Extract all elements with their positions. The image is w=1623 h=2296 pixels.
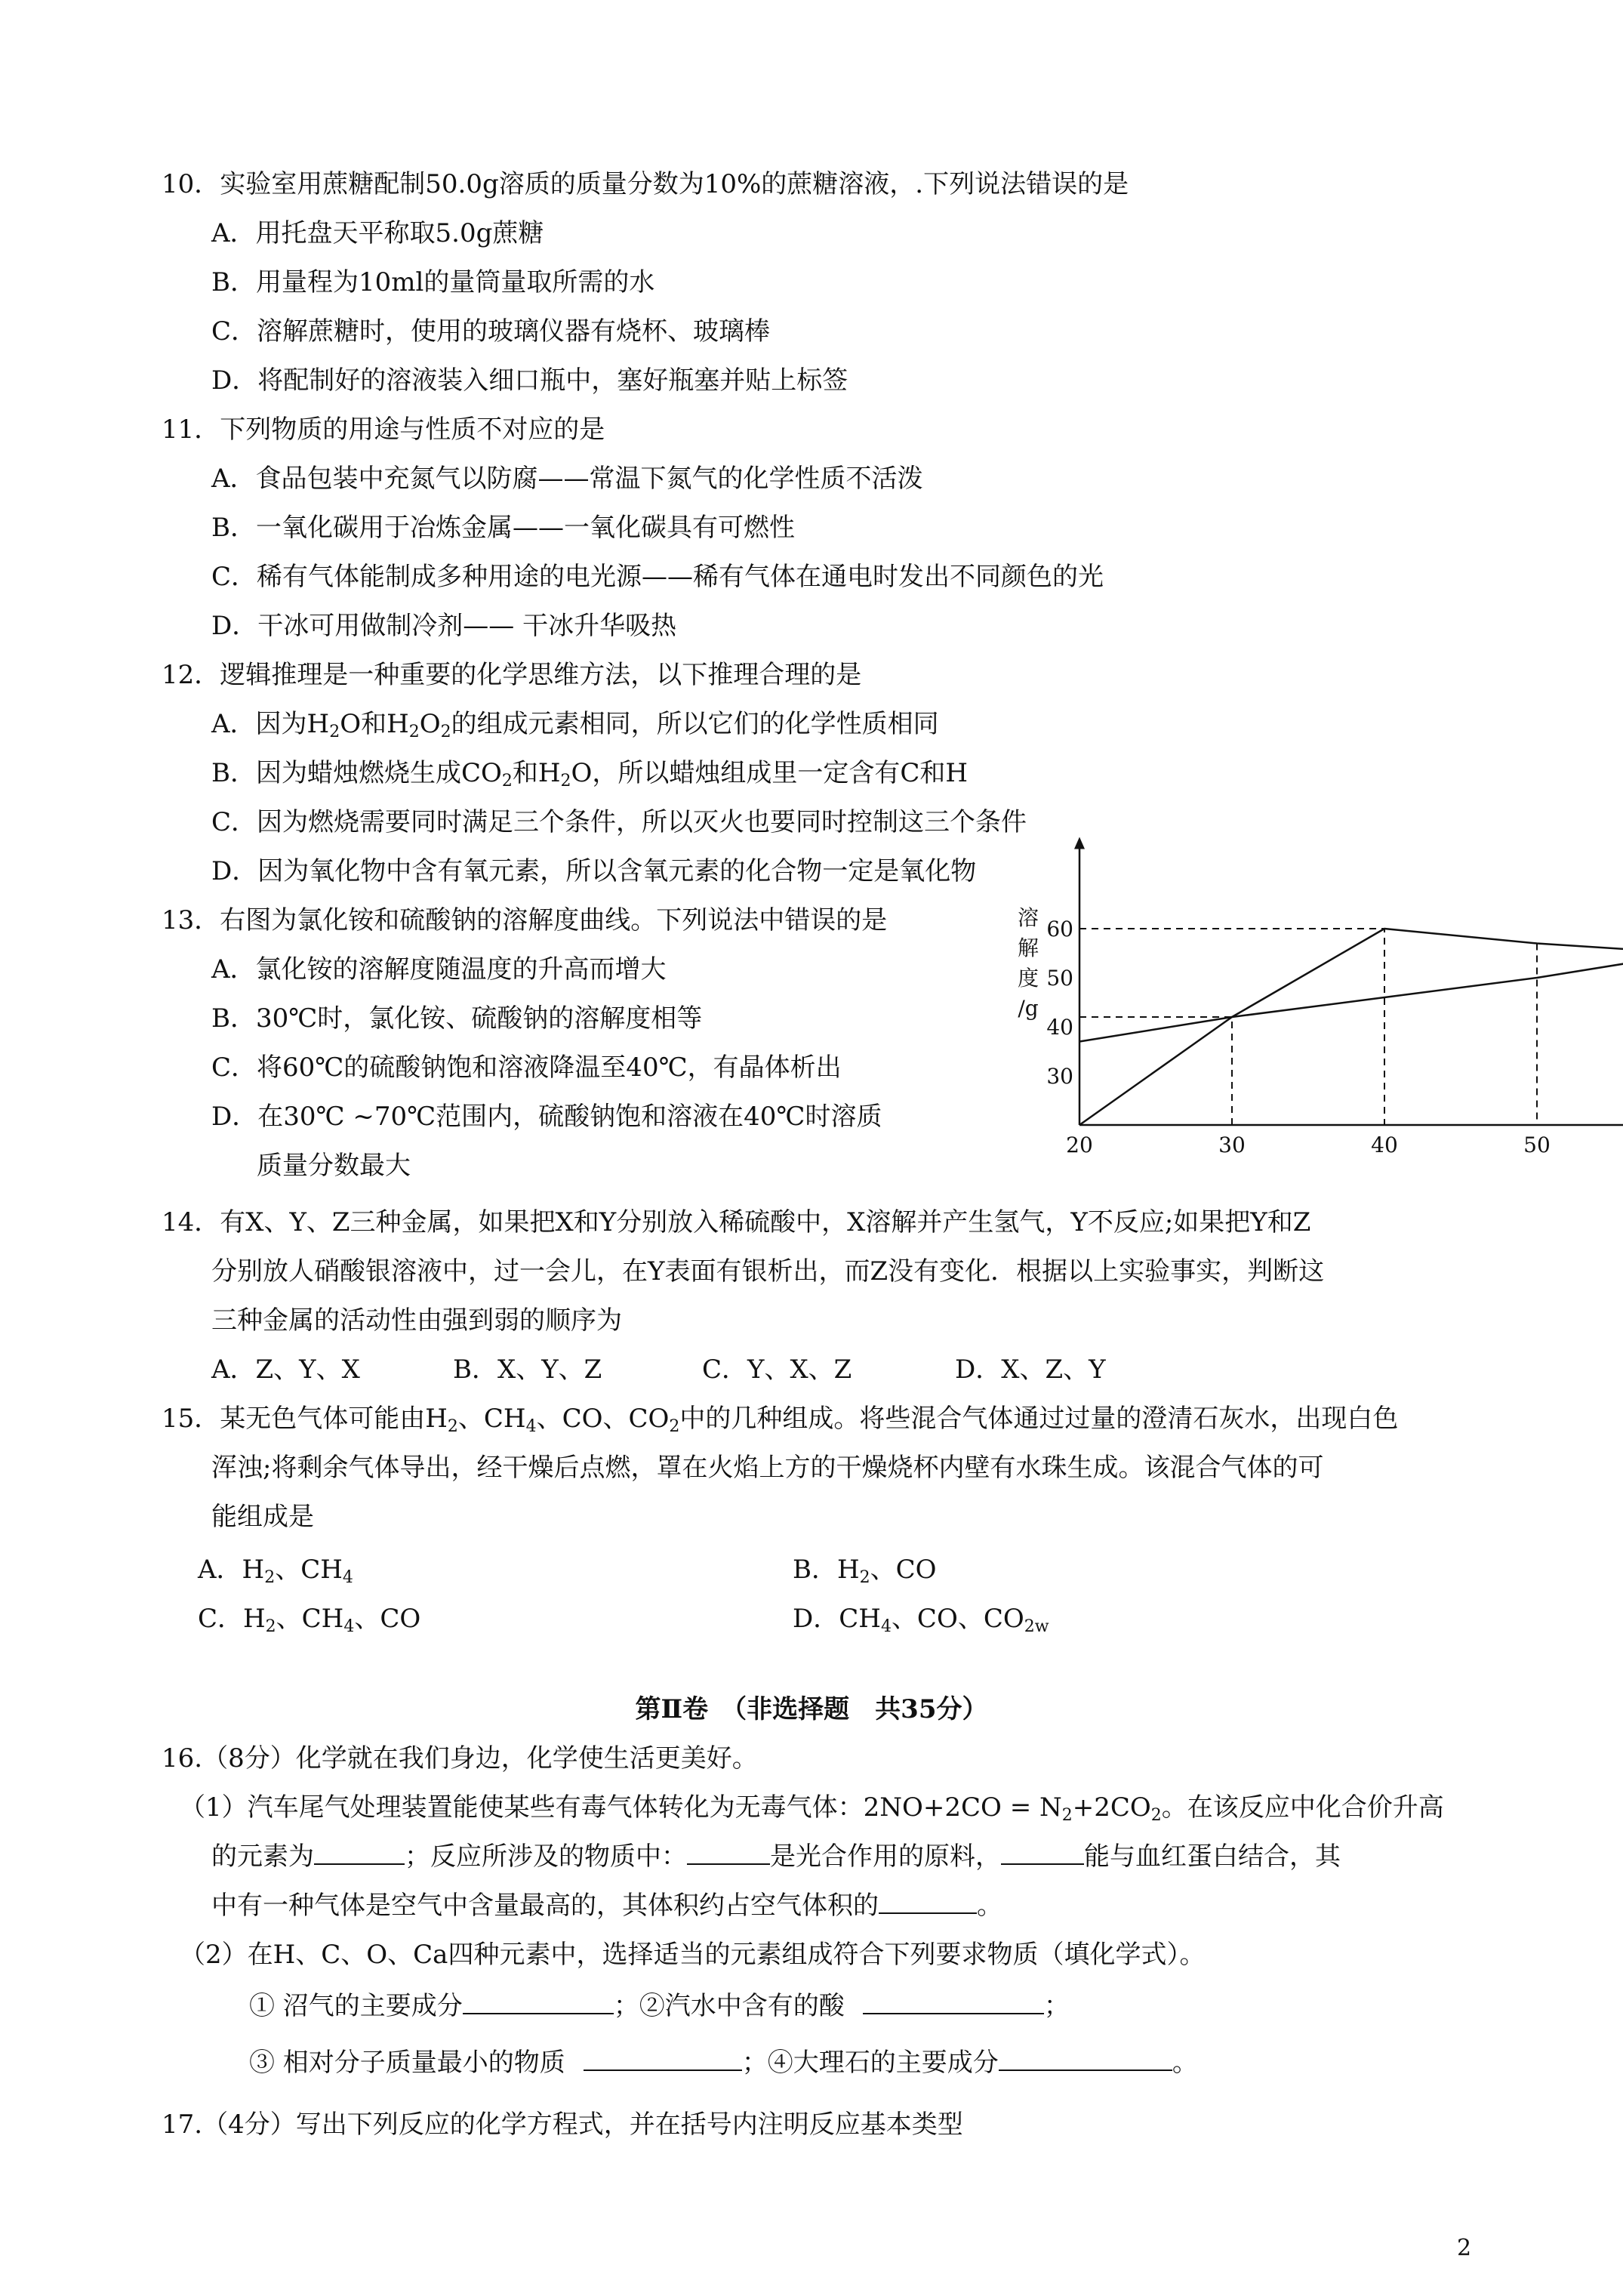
y-axis-arrow [1074, 837, 1085, 849]
q14-line-3: 三种金属的活动性由强到弱的顺序为 [211, 1305, 622, 1336]
q15-line-1: 15．某无色气体可能由$H_2$、$CH_4$、CO、$CO_2$中的几种组成。将些混合气体通过过量的澄清石灰水，出现白色 [162, 1404, 1399, 1436]
q15-option-a: A．$H_2$、$CH_4$ [198, 1555, 353, 1587]
q11-option-a: A．食品包装中充氮气以防腐——常温下氮气的化学性质不活泼 [211, 464, 923, 494]
q10-option-c: C．溶解蔗糖时，使用的玻璃仪器有烧杯、玻璃棒 [211, 316, 771, 347]
section-2-title: 第Ⅱ卷 （非选择题 共35分） [635, 1694, 988, 1724]
y-axis-label: 溶 [1017, 905, 1039, 930]
q17-stem: 17.（4分）写出下列反应的化学方程式，并在括号内注明反应基本类型 [162, 2110, 963, 2140]
y-tick-label: 40 [1046, 1015, 1073, 1040]
q11-stem: 11．下列物质的用途与性质不对应的是 [162, 415, 605, 445]
q14-option-a: A．Z、Y、X [211, 1354, 360, 1385]
q11-option-c: C．稀有气体能制成多种用途的电光源——稀有气体在通电时发出不同颜色的光 [211, 562, 1104, 592]
y-axis-label: 解 [1017, 935, 1039, 960]
answer-blank[interactable] [1001, 1841, 1084, 1865]
q16-part1-line1: （1）汽车尾气处理装置能使某些有毒气体转化为无毒气体：$2NO+2CO = N_2+2CO_2$。在该反应中化合价升高 [180, 1792, 1444, 1825]
y-tick-label: 60 [1046, 917, 1073, 942]
q14-option-b: B．X、Y、Z [453, 1354, 602, 1385]
q10-option-d: D．将配制好的溶液装入细口瓶中，塞好瓶塞并贴上标签 [211, 365, 848, 396]
q15-option-d: D．$CH_4$、CO、$CO_{2w}$ [793, 1604, 1049, 1636]
q13-option-a: A．氯化铵的溶解度随温度的升高而增大 [211, 954, 667, 985]
q15-option-b: B．$H_2$、CO [793, 1555, 937, 1587]
q14-option-c: C．Y、X、Z [702, 1354, 852, 1385]
series-line-0 [1079, 919, 1623, 1042]
answer-blank[interactable] [863, 1990, 1044, 2014]
q13-option-d-continued: 质量分数最大 [257, 1151, 411, 1181]
x-tick-label: 30 [1218, 1133, 1246, 1157]
answer-blank[interactable] [687, 1841, 770, 1865]
solubility-chart [981, 895, 1551, 1182]
q11-option-b: B．一氧化碳用于冶炼金属——一氧化碳具有可燃性 [211, 513, 795, 543]
q12-option-a: A．因为$H_2O$和$H_2O_2$的组成元素相同，所以它们的化学性质相同 [211, 709, 939, 741]
series-line-1 [1079, 929, 1623, 1125]
q16-part1-line3: 中有一种气体是空气中含量最高的，其体积约占空气体积的 。 [211, 1891, 1002, 1921]
x-tick-label: 50 [1523, 1133, 1551, 1157]
q12-option-d: D．因为氧化物中含有氧元素，所以含氧元素的化合物一定是氧化物 [211, 856, 977, 886]
q14-option-d: D．X、Z、Y [955, 1354, 1106, 1385]
answer-blank[interactable] [879, 1890, 977, 1914]
q12-stem: 12．逻辑推理是一种重要的化学思维方法，以下推理合理的是 [162, 660, 862, 690]
q13-option-d: D．在30℃ ~70℃范围内，硫酸钠饱和溶液在40℃时溶质 [211, 1102, 882, 1132]
q12-option-c: C．因为燃烧需要同时满足三个条件，所以灭火也要同时控制这三个条件 [211, 807, 1027, 837]
q15-option-c: C．$H_2$、$CH_4$、CO [198, 1604, 421, 1636]
q16-part2-line1: （2）在H、C、O、Ca四种元素中，选择适当的元素组成符合下列要求物质（填化学式）。 [180, 1940, 1206, 1970]
q11-option-d: D．干冰可用做制冷剂—— 干冰升华吸热 [211, 611, 677, 641]
q15-line-3: 能组成是 [211, 1502, 314, 1532]
answer-blank[interactable] [999, 2047, 1172, 2071]
page-number: 2 [1457, 2235, 1472, 2261]
q10-stem: 10．实验室用蔗糖配制50.0g溶质的质量分数为10%的蔗糖溶液，.下列说法错误的是 [162, 169, 1129, 199]
answer-blank[interactable] [584, 2047, 742, 2071]
q10-option-b: B．用量程为10ml的量筒量取所需的水 [211, 267, 655, 297]
q16-stem: 16.（8分）化学就在我们身边，化学使生活更美好。 [162, 1743, 758, 1774]
q13-option-c: C．将60℃的硫酸钠饱和溶液降温至40℃，有晶体析出 [211, 1052, 842, 1083]
q16-part1-line2: 的元素为 ；反应所涉及的物质中： 是光合作用的原料， 能与血红蛋白结合，其 [211, 1841, 1341, 1872]
q12-option-b: B．因为蜡烛燃烧生成$CO_2$和$H_2O$，所以蜡烛组成里一定含有C和H [211, 758, 969, 791]
answer-blank[interactable] [463, 1990, 614, 2014]
q14-line-1: 14．有X、Y、Z三种金属，如果把X和Y分别放入稀硫酸中，X溶解并产生氢气，Y不反应;如果把Y和Z [162, 1207, 1311, 1237]
q16-part2-line2: ① 沼气的主要成分 ；②汽水中含有的酸 ； [249, 1991, 1070, 2021]
q13-option-b: B．30℃时，氯化铵、硫酸钠的溶解度相等 [211, 1003, 703, 1034]
x-tick-label: 40 [1371, 1133, 1398, 1157]
y-axis-label: /g [1018, 996, 1039, 1021]
x-tick-label: 20 [1066, 1133, 1093, 1157]
q16-part2-line3: ③ 相对分子质量最小的物质 ；④大理石的主要成分 。 [249, 2048, 1198, 2078]
q15-line-2: 浑浊;将剩余气体导出，经干燥后点燃，罩在火焰上方的干燥烧杯内壁有水珠生成。该混合气体的可 [211, 1453, 1324, 1483]
y-tick-label: 50 [1046, 966, 1073, 991]
y-axis-label: 度 [1017, 966, 1039, 991]
q13-stem: 13．右图为氯化铵和硫酸钠的溶解度曲线。下列说法中错误的是 [162, 905, 888, 935]
q10-option-a: A．用托盘天平称取5.0g蔗糖 [211, 218, 544, 248]
y-tick-label: 30 [1046, 1064, 1073, 1089]
q14-line-2: 分别放人硝酸银溶液中，过一会儿，在Y表面有银析出，而Z没有变化．根据以上实验事实，判断这 [211, 1256, 1325, 1287]
answer-blank[interactable] [314, 1841, 405, 1865]
